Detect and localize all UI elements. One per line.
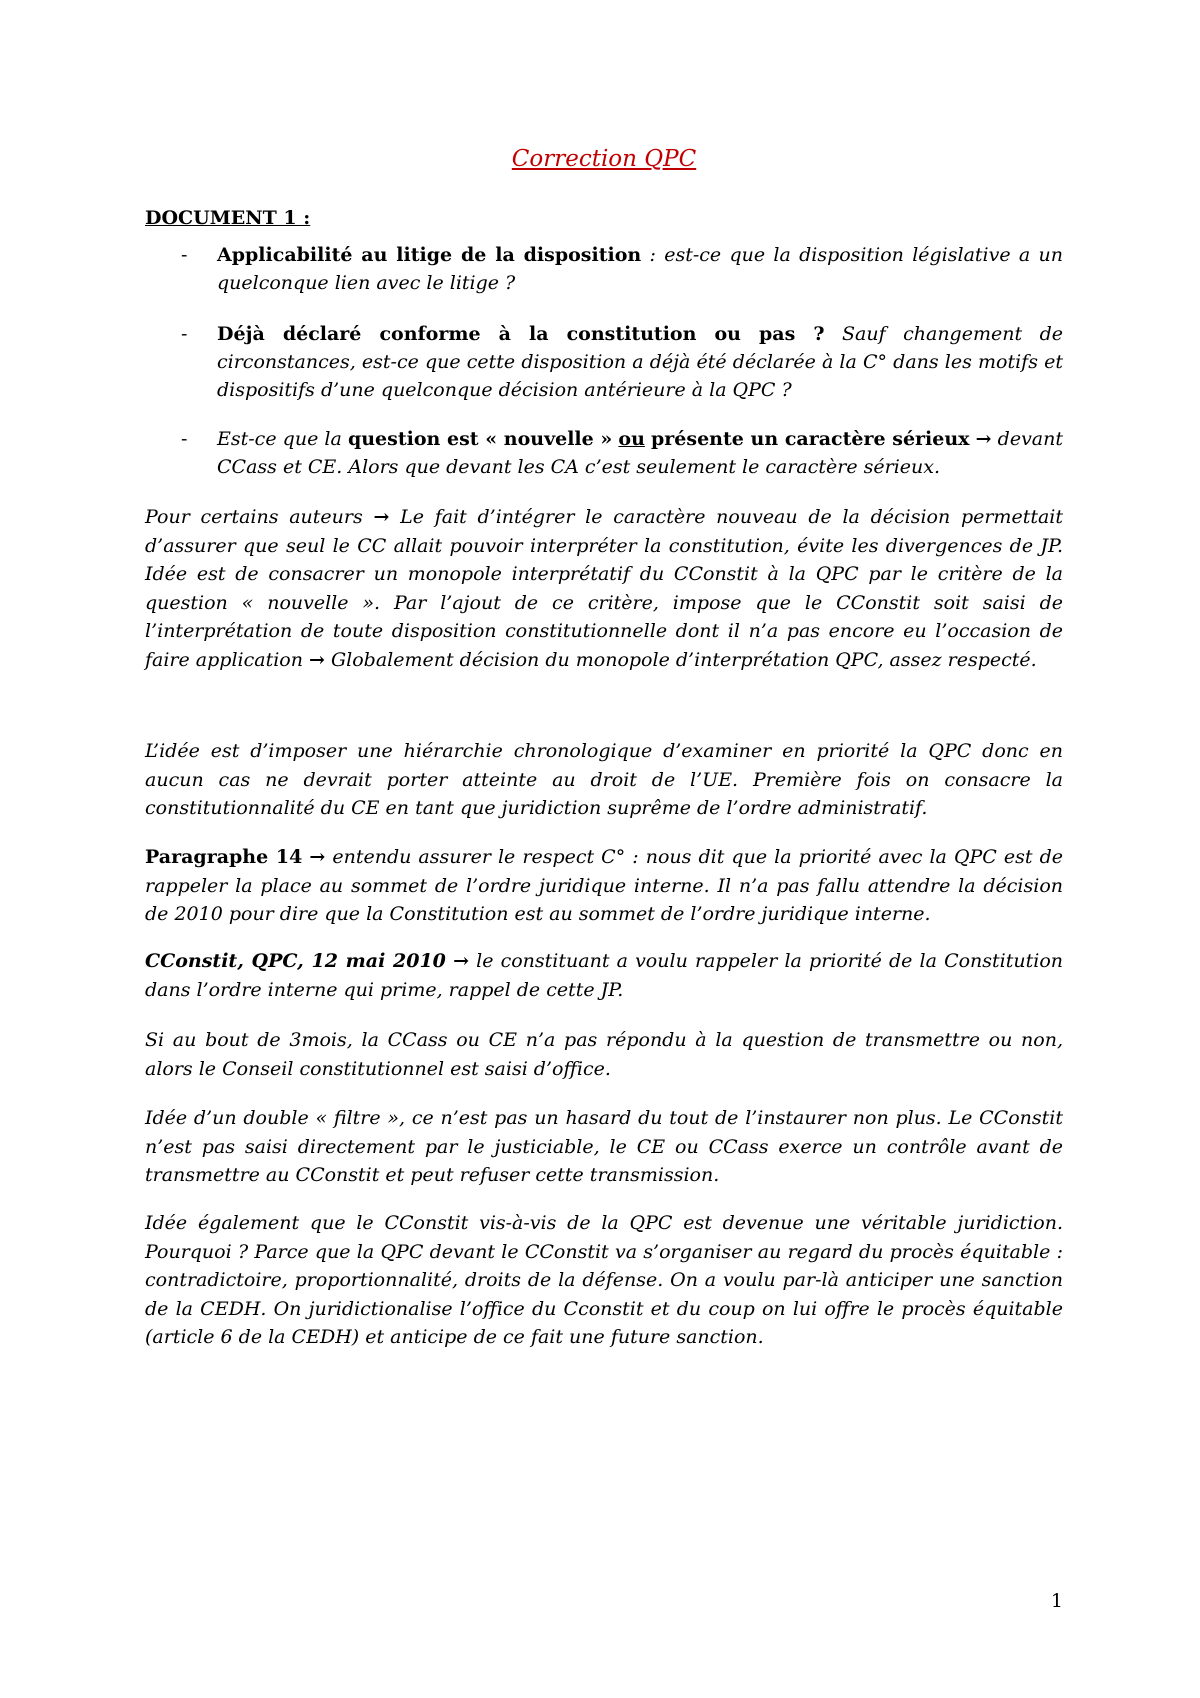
list-item-body	[217, 320, 1063, 404]
paragraph-text: Pour certains auteurs	[145, 506, 363, 528]
list-item-body	[217, 425, 1063, 481]
list-item	[145, 320, 1063, 404]
list-item	[145, 241, 1063, 297]
page-title: Correction QPC	[511, 146, 697, 172]
list-dash: -	[181, 323, 188, 345]
paragraph-bold-text: Paragraphe 14	[145, 846, 303, 868]
paragraph-text: entendu assurer le respect C° : nous dit que la priorité avec la QPC est de rappeler la place au sommet de l’ordre juridique interne. Il n’a pas fallu attendre la décision de 2010 pour dire que la Constitution est au sommet de l’ordre juridique interne.	[145, 846, 1064, 925]
item-text: : est-ce que la disposition législative a un quelconque lien avec le litige ?	[217, 244, 1064, 294]
list-dash: -	[181, 428, 188, 450]
list-dash: -	[181, 244, 188, 266]
item-bold-text: Applicabilité au litige de la disposition	[217, 244, 642, 266]
paragraph: Idée d’un double « filtre », ce n’est pas un hasard du tout de l’instaurer non plus. Le CConstit n’est pas saisi directement par le justiciable, le CE ou CCass exerce un contrôle avant de transmettre au CConstit et peut refuser cette transmission.	[145, 1107, 1063, 1186]
list-item	[145, 425, 1063, 481]
case-reference: CConstit, QPC, 12 mai 2010	[145, 950, 446, 972]
arrow-icon: →	[975, 428, 992, 450]
paragraph	[145, 503, 1063, 674]
arrow-icon: →	[453, 950, 469, 972]
item-text: Sauf changement de circonstances, est-ce que cette disposition a déjà été déclarée à la C° dans les motifs et dispositifs d’une quelconque décision antérieure à la QPC ?	[217, 323, 1063, 401]
list-item-body	[217, 241, 1063, 297]
paragraph-text: le constituant a voulu rappeler la priorité de la Constitution dans l’ordre interne qui prime, rappel de cette JP.	[145, 950, 1064, 1001]
paragraph: Idée également que le CConstit vis-à-vis de la QPC est devenue une véritable juridiction. Pourquoi ? Parce que la QPC devant le CConstit va s’organiser au regard du procès équitable : contradictoire, proportionnalité, droits de la défense. On a voulu par-là anticiper une sanction de la CEDH. On juridictionalise l’office du Cconstit et du coup on lui offre le procès équitable (article 6 de la CEDH) et anticipe de ce fait une future sanction.	[145, 1212, 1063, 1348]
paragraph-text: Globalement décision du monopole d’interprétation QPC, assez respecté.	[330, 648, 1037, 671]
paragraph	[145, 843, 1063, 929]
paragraph	[145, 947, 1063, 1004]
item-bold-text: présente un caractère sérieux	[651, 428, 970, 450]
page-number: 1	[1050, 1590, 1063, 1612]
paragraph-text: Le fait d’intégrer le caractère nouveau de la décision permettait d’assurer que seul le CC allait pouvoir interpréter la constitution, évite les divergences de JP. Idée est de consacrer un monopole interprétatif du CConstit à la QPC par le critère de la question « nouvelle ». Par l’ajout de ce critère, impose que le CConstit soit saisi de l’interprétation de toute disposition constitutionnelle dont il n’a pas encore eu l’occasion de faire application	[145, 506, 1064, 671]
arrow-icon: →	[309, 648, 325, 671]
item-text: devant CCass et CE. Alors que devant les CA c’est seulement le caractère sérieux.	[217, 428, 1063, 478]
arrow-icon: →	[373, 506, 390, 528]
arrow-icon: →	[309, 846, 326, 868]
paragraph: Si au bout de 3mois, la CCass ou CE n’a pas répondu à la question de transmettre ou non, alors le Conseil constitutionnel est saisi d’office.	[145, 1029, 1063, 1080]
item-bold-text: question est « nouvelle »	[347, 428, 613, 450]
item-bold-text: Déjà déclaré conforme à la constitution ou pas ?	[217, 323, 825, 345]
item-lead-text: Est-ce que la	[217, 428, 348, 450]
paragraph: L’idée est d’imposer une hiérarchie chronologique d’examiner en priorité la QPC donc en aucun cas ne devrait porter atteinte au droit de l’UE. Première fois on consacre la constitutionnalité du CE en tant que juridiction suprême de l’ordre administratif.	[145, 740, 1063, 819]
item-underlined-text: ou	[618, 428, 645, 450]
section-heading: DOCUMENT 1 :	[145, 207, 311, 229]
document-page	[145, 0, 1063, 1698]
